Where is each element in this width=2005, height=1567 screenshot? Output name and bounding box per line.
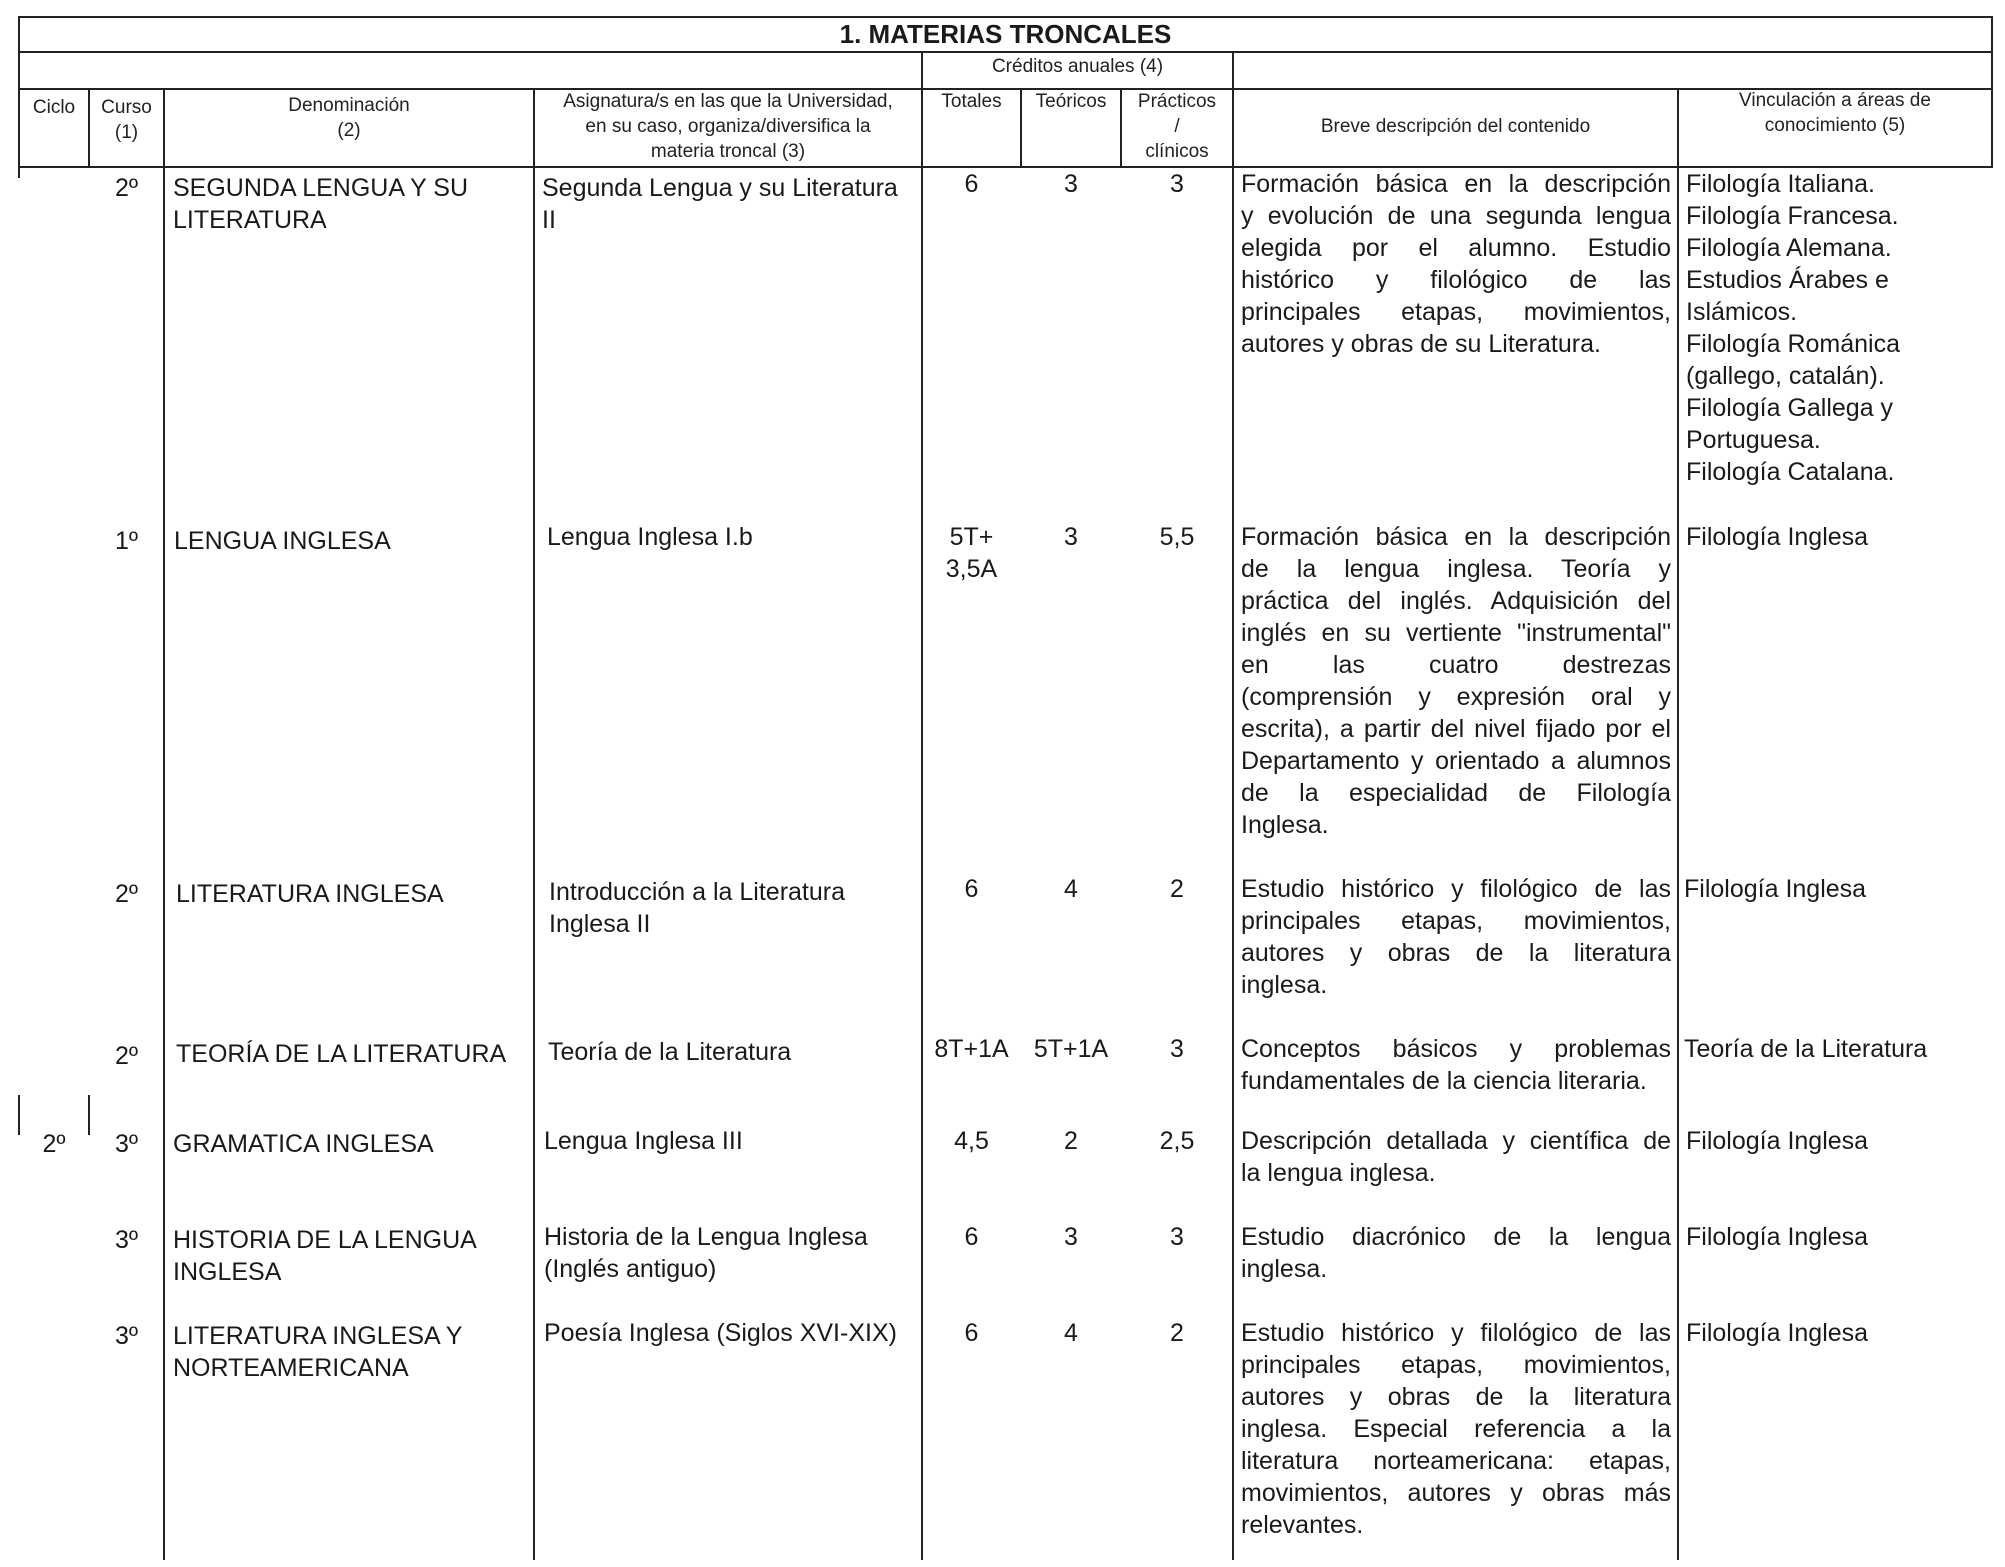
row-teoricos: 2 (1064, 1127, 1078, 1155)
row-practicos: 3 (1170, 170, 1184, 198)
row-asignatura: Lengua Inglesa III (544, 1127, 743, 1155)
row-teoricos: 4 (1064, 875, 1078, 903)
row-vinculacion: Teoría de la Literatura (1684, 1035, 1928, 1063)
row-asignatura: Lengua Inglesa I.b (547, 523, 753, 551)
row-practicos: 2 (1170, 875, 1184, 903)
row-totales: 6 (964, 170, 979, 198)
rule-denom-left-body (163, 168, 165, 1560)
row-descripcion: Descripción detallada y científica de la lengua inglesa. (1241, 1127, 1671, 1187)
row-curso: 1º (114, 527, 139, 555)
row-vinculacion: Filología Italiana. Filología Francesa. Filología Alemana. Estudios Árabes e Islámicos. Filología Románica (gallego, catalán). Filología Gallega y Portuguesa. Filología Catalana. (1686, 170, 1900, 486)
header-practicos: Prácticos / clínicos (1137, 91, 1217, 162)
row-denominacion: HISTORIA DE LA LENGUA INGLESA (173, 1226, 477, 1286)
row-curso: 2º (114, 174, 139, 202)
row-vinculacion: Filología Inglesa (1684, 875, 1867, 903)
row-denominacion: LITERATURA INGLESA Y NORTEAMERICANA (173, 1322, 463, 1382)
row-totales: 6 (964, 875, 979, 903)
row-curso: 3º (114, 1322, 139, 1350)
header-vinculacion: Vinculación a áreas de conocimiento (5) (1739, 90, 1931, 136)
rule-desc-right-body (1677, 168, 1679, 1560)
row-totales: 4,5 (954, 1127, 989, 1155)
row-descripcion: Formación básica en la descripción y evolución de una segunda lengua elegida por el alumno. Estudio histórico y filológico de las principales etapas, movimientos, autores y obras de su Literatura. (1241, 170, 1671, 358)
row-asignatura: Poesía Inglesa (Siglos XVI-XIX) (544, 1319, 897, 1347)
row-asignatura: Segunda Lengua y su Literatura II (542, 174, 898, 234)
header-creditos: Créditos anuales (4) (991, 56, 1164, 77)
document-title: 1. MATERIAS TRONCALES (839, 19, 1172, 49)
rule-right-outer (1991, 16, 1993, 168)
row-practicos: 3 (1170, 1035, 1184, 1063)
row-vinculacion: Filología Inglesa (1686, 523, 1869, 551)
header-asignatura: Asignatura/s en las que la Universidad, en su caso, organiza/diversifica la materia troncal (3) (563, 91, 893, 162)
header-denominacion: Denominación (2) (288, 95, 410, 141)
rule-asig-right-body (921, 168, 923, 1560)
row-descripcion: Estudio histórico y filológico de las principales etapas, movimientos, autores y obras de la literatura inglesa. Especial referencia a la literatura norteamericana: etapas, movimientos, autores y obras más relevantes. (1241, 1319, 1671, 1539)
row-vinculacion: Filología Inglesa (1686, 1223, 1869, 1251)
header-curso: Curso (1) (101, 97, 152, 143)
row-practicos: 3 (1170, 1223, 1184, 1251)
rule-left-body-upper (18, 168, 20, 178)
row-descripcion: Conceptos básicos y problemas fundamentales de la ciencia literaria. (1241, 1035, 1671, 1095)
row-practicos: 2,5 (1159, 1127, 1195, 1155)
rule-asig-left-body (533, 168, 535, 1560)
row-asignatura: Teoría de la Literatura (548, 1038, 792, 1066)
header-totales: Totales (941, 91, 1002, 112)
rule-practicos-header (1232, 51, 1234, 168)
row-teoricos: 5T+1A (1033, 1035, 1109, 1063)
row-totales: 8T+1A (934, 1035, 1009, 1063)
row-denominacion: SEGUNDA LENGUA Y SU LITERATURA (173, 174, 469, 234)
row-totales: 5T+ 3,5A (945, 523, 998, 583)
row-teoricos: 3 (1064, 523, 1078, 551)
row-curso: 3º (114, 1226, 139, 1254)
header-descripcion: Breve descripción del contenido (1320, 116, 1591, 137)
row-denominacion: LENGUA INGLESA (174, 527, 391, 555)
row-vinculacion: Filología Inglesa (1686, 1319, 1869, 1347)
row-practicos: 5,5 (1159, 523, 1195, 551)
row-curso: 2º (114, 1042, 139, 1070)
rule-desc-left-body (1232, 168, 1234, 1560)
row-curso: 3º (114, 1130, 139, 1158)
row-descripcion: Estudio diacrónico de la lengua inglesa. (1241, 1223, 1671, 1283)
row-curso: 2º (114, 880, 139, 908)
ciclo-value: 2º (42, 1130, 66, 1158)
row-totales: 6 (964, 1223, 979, 1251)
row-teoricos: 4 (1064, 1319, 1078, 1347)
row-vinculacion: Filología Inglesa (1686, 1127, 1869, 1155)
row-asignatura: Historia de la Lengua Inglesa (Inglés antiguo) (544, 1223, 868, 1283)
header-teoricos: Teóricos (1035, 91, 1107, 112)
row-totales: 6 (964, 1319, 979, 1347)
row-denominacion: TEORÍA DE LA LITERATURA (176, 1040, 507, 1068)
row-descripcion: Estudio histórico y filológico de las principales etapas, movimientos, autores y obras de la literatura inglesa. (1241, 875, 1671, 999)
row-descripcion: Formación básica en la descripción de la lengua inglesa. Teoría y práctica del inglés. Adquisición del inglés en su vertiente "instrumental" en las cuatro destrezas (comprensión y expresión oral y escrita), a partir del nivel fijado por el Departamento y orientado a alumnos de la especialidad de Filología Inglesa. (1241, 523, 1671, 839)
rule-top (18, 16, 1993, 18)
row-asignatura: Introducción a la Literatura Inglesa II (549, 878, 846, 938)
row-teoricos: 3 (1064, 170, 1078, 198)
rule-title-bottom (18, 51, 1993, 53)
row-denominacion: LITERATURA INGLESA (176, 880, 444, 908)
header-ciclo: Ciclo (32, 97, 76, 118)
row-denominacion: GRAMATICA INGLESA (173, 1130, 434, 1158)
row-teoricos: 3 (1064, 1223, 1078, 1251)
row-practicos: 2 (1170, 1319, 1184, 1347)
